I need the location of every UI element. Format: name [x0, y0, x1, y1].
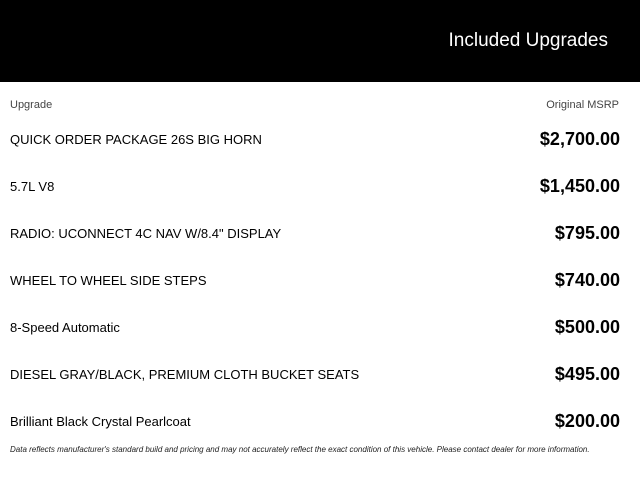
column-headers [10, 99, 620, 113]
upgrade-row [10, 162, 620, 209]
upgrade-price: $495.00 [554, 364, 620, 384]
upgrade-row [10, 303, 620, 350]
header-bar [0, 0, 640, 82]
upgrade-row [10, 397, 620, 444]
upgrade-name: RADIO: UCONNECT 4C NAV W/8.4" DISPLAY [10, 226, 282, 241]
upgrade-price: $500.00 [554, 317, 620, 337]
upgrade-row [10, 256, 620, 303]
upgrade-price: $2,700.00 [539, 129, 620, 149]
upgrade-row [10, 350, 620, 397]
upgrade-name: QUICK ORDER PACKAGE 26S BIG HORN [10, 132, 262, 147]
upgrade-price: $1,450.00 [539, 176, 620, 196]
upgrade-row [10, 209, 620, 256]
upgrades-list [10, 115, 620, 444]
upgrade-price: $740.00 [554, 270, 620, 290]
upgrade-name: DIESEL GRAY/BLACK, PREMIUM CLOTH BUCKET SEATS [10, 367, 360, 382]
page-title: Included Upgrades [448, 30, 608, 51]
upgrade-name: WHEEL TO WHEEL SIDE STEPS [10, 273, 207, 288]
upgrade-name: Brilliant Black Crystal Pearlcoat [10, 414, 191, 429]
disclaimer-text: Data reflects manufacturer's standard build and pricing and may not accurately reflect the exact condition of this vehicle. Please contact dealer for more information. [10, 445, 590, 454]
upgrade-price: $795.00 [554, 223, 620, 243]
upgrade-name: 5.7L V8 [10, 179, 55, 194]
msrp-column-header: Original MSRP [546, 99, 619, 111]
upgrade-column-header: Upgrade [10, 99, 53, 111]
upgrade-row [10, 115, 620, 162]
upgrade-price: $200.00 [554, 411, 620, 431]
upgrade-name: 8-Speed Automatic [10, 320, 120, 335]
